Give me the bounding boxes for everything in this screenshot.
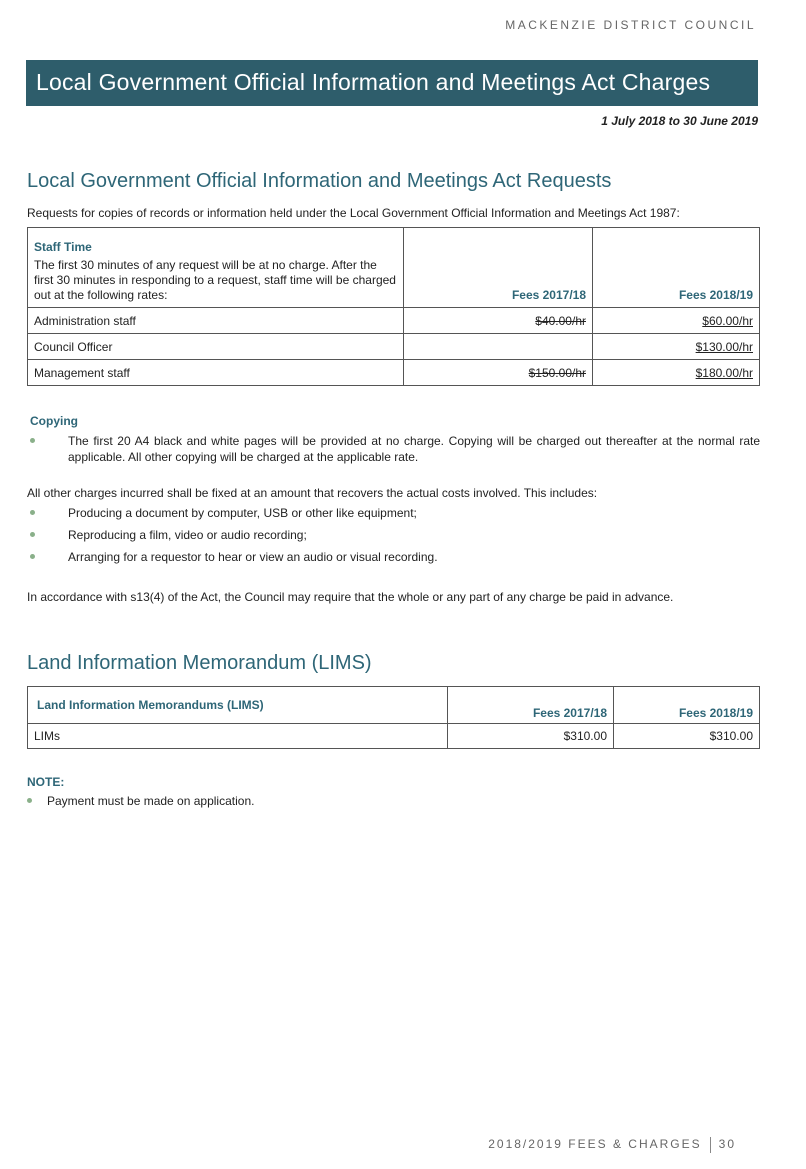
lims-heading: Land Information Memorandum (LIMS) (27, 652, 372, 674)
advance-payment-text: In accordance with s13(4) of the Act, the Council may require that the whole or any part of any charge be paid in advance. (27, 590, 674, 604)
list-item (30, 527, 760, 543)
other-charges-text: All other charges incurred shall be fixed at an amount that recovers the actual costs involved. This includes: (27, 486, 598, 500)
bullet-icon (30, 554, 35, 559)
row-label: Management staff (28, 360, 404, 386)
note-text: Payment must be made on application. (47, 794, 255, 808)
list-item (27, 793, 757, 809)
list-item-text: Reproducing a film, video or audio recording; (68, 528, 307, 542)
row-label: Administration staff (28, 308, 404, 334)
staff-time-description: The first 30 minutes of any request will be at no charge. After the first 30 minutes in responding to a request, staff time will be charged out at the following rates: (34, 258, 396, 302)
bullet-icon (27, 798, 32, 803)
lims-header-cell: Land Information Memorandums (LIMS) (28, 687, 448, 724)
column-header-2017: Fees 2017/18 (404, 228, 593, 308)
list-item (30, 433, 760, 465)
column-header-2018: Fees 2018/19 (614, 687, 760, 724)
staff-time-header-cell (28, 228, 404, 308)
bullet-icon (30, 438, 35, 443)
page-number: 30 (718, 1137, 736, 1152)
fee-2017: $40.00/hr (404, 308, 593, 334)
footer-divider (710, 1137, 711, 1153)
row-label: LIMs (28, 724, 448, 749)
staff-time-title: Staff Time (34, 240, 92, 254)
column-header-2017: Fees 2017/18 (448, 687, 614, 724)
footer-title: 2018/2019 FEES & CHARGES (488, 1137, 702, 1152)
copying-bullet-text: The first 20 A4 black and white pages will be provided at no charge. Copying will be charged out thereafter at the normal rate applicable. All other copying will be charged at the applicable rate. (68, 434, 760, 464)
title-banner (26, 60, 758, 106)
table-header-row (28, 687, 760, 724)
list-item (30, 505, 760, 521)
date-range: 1 July 2018 to 30 June 2019 (601, 114, 758, 128)
column-header-2018: Fees 2018/19 (593, 228, 760, 308)
list-item-text: Producing a document by computer, USB or other like equipment; (68, 506, 417, 520)
lims-table (27, 686, 760, 749)
list-item-text: Arranging for a requestor to hear or view an audio or visual recording. (68, 550, 438, 564)
list-item (30, 549, 760, 565)
lgoima-intro: Requests for copies of records or information held under the Local Government Official Information and Meetings Act 1987: (27, 206, 680, 220)
bullet-icon (30, 532, 35, 537)
table-row (28, 724, 760, 749)
note-heading: NOTE: (27, 775, 65, 789)
table-row (28, 308, 760, 334)
table-row (28, 334, 760, 360)
fee-2018: $60.00/hr (593, 308, 760, 334)
row-label: Council Officer (28, 334, 404, 360)
table-row (28, 360, 760, 386)
page-footer (488, 1137, 736, 1153)
fee-2017 (404, 334, 593, 360)
bullet-icon (30, 510, 35, 515)
fee-2017: $150.00/hr (404, 360, 593, 386)
lgoima-heading: Local Government Official Information and Meetings Act Requests (27, 170, 612, 192)
page-title: Local Government Official Information and Meetings Act Charges (36, 69, 711, 95)
table-header-row (28, 228, 760, 308)
fee-2018: $310.00 (614, 724, 760, 749)
staff-time-table (27, 227, 760, 386)
copying-heading: Copying (30, 414, 78, 428)
organization-name: MACKENZIE DISTRICT COUNCIL (505, 18, 756, 32)
fee-2018: $130.00/hr (593, 334, 760, 360)
fee-2018: $180.00/hr (593, 360, 760, 386)
fee-2017: $310.00 (448, 724, 614, 749)
